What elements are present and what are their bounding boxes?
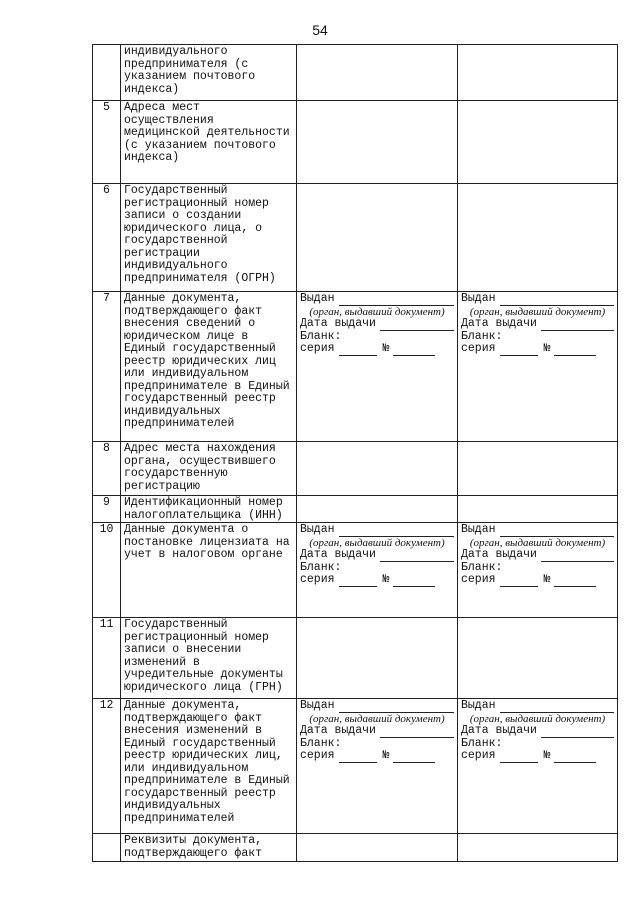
table-row	[93, 834, 618, 862]
table-row	[93, 618, 618, 699]
number-field[interactable]	[393, 576, 435, 587]
series-label: серия	[300, 573, 335, 586]
page-number: 54	[312, 22, 328, 38]
value-cell	[458, 496, 618, 523]
series-label: серия	[300, 749, 335, 762]
table-row	[93, 699, 618, 834]
series-label: серия	[461, 573, 496, 586]
series-label: серия	[461, 749, 496, 762]
issued-label: Выдан	[300, 292, 335, 305]
date-field[interactable]	[380, 551, 454, 562]
table-row	[93, 184, 618, 292]
value-cell	[458, 184, 618, 292]
row-number	[93, 834, 121, 862]
form-label: Бланк:	[461, 736, 503, 750]
date-field[interactable]	[541, 320, 614, 331]
issuer-hint: (орган, выдавший документ)	[309, 536, 445, 549]
row-number: 7	[93, 292, 121, 442]
row-description: Государственный регистрационный номер записи о создании юридического лица, о государственной регистрации индивидуального предпринимателя (ОГРН)	[121, 184, 297, 292]
table-row	[93, 523, 618, 618]
document-details-cell	[458, 292, 618, 442]
row-number: 5	[93, 101, 121, 184]
value-cell	[458, 618, 618, 699]
row-description: индивидуального предпринимателя (с указанием почтового индекса)	[121, 45, 297, 101]
date-label: Дата выдачи	[300, 548, 376, 561]
issued-field[interactable]	[339, 295, 454, 306]
date-label: Дата выдачи	[300, 724, 376, 737]
date-field[interactable]	[380, 727, 454, 738]
value-cell	[297, 184, 458, 292]
document-details-cell	[458, 523, 618, 618]
issued-label: Выдан	[461, 523, 496, 536]
issued-field[interactable]	[339, 702, 454, 713]
row-description: Адрес места нахождения органа, осуществившего государственную регистрацию	[121, 442, 297, 496]
series-field[interactable]	[500, 576, 538, 587]
form-label: Бланк:	[461, 560, 503, 574]
date-label: Дата выдачи	[461, 548, 537, 561]
issued-label: Выдан	[461, 292, 496, 305]
value-cell	[458, 45, 618, 101]
issuer-hint: (орган, выдавший документ)	[469, 712, 606, 725]
issued-field[interactable]	[500, 702, 614, 713]
table-row	[93, 496, 618, 523]
row-number: 10	[93, 523, 121, 618]
value-cell	[458, 442, 618, 496]
document-details-cell	[458, 699, 618, 834]
row-number: 9	[93, 496, 121, 523]
row-description: Данные документа, подтверждающего факт внесения сведений о юридическом лице в Единый государственный реестр юридических лиц или индивидуальном предпринимателе в Единый государственный реестр индивидуальных предпринимателей	[121, 292, 297, 442]
form-label: Бланк:	[300, 329, 342, 343]
value-cell	[297, 834, 458, 862]
document-details-cell	[297, 292, 458, 442]
table-row	[93, 292, 618, 442]
issuer-hint: (орган, выдавший документ)	[469, 536, 606, 549]
issuer-hint: (орган, выдавший документ)	[309, 305, 445, 318]
number-label: №	[382, 342, 390, 355]
row-description: Идентификационный номер налогоплательщика (ИНН)	[121, 496, 297, 523]
value-cell	[297, 442, 458, 496]
issued-field[interactable]	[500, 526, 614, 537]
series-field[interactable]	[339, 576, 377, 587]
register-table	[92, 44, 618, 862]
number-field[interactable]	[393, 752, 435, 763]
form-label: Бланк:	[461, 329, 503, 343]
table-row	[93, 101, 618, 184]
series-field[interactable]	[500, 345, 538, 356]
document-details-cell	[297, 523, 458, 618]
number-field[interactable]	[554, 576, 596, 587]
value-cell	[297, 45, 458, 101]
table-row	[93, 442, 618, 496]
row-description: Данные документа о постановке лицензиата на учет в налоговом органе	[121, 523, 297, 618]
document-details-cell	[297, 699, 458, 834]
date-label: Дата выдачи	[461, 317, 537, 330]
value-cell	[458, 834, 618, 862]
row-number: 8	[93, 442, 121, 496]
row-number: 11	[93, 618, 121, 699]
form-label: Бланк:	[300, 560, 342, 574]
form-label: Бланк:	[300, 736, 342, 750]
date-field[interactable]	[380, 320, 454, 331]
issued-label: Выдан	[300, 699, 335, 712]
series-field[interactable]	[500, 752, 538, 763]
number-field[interactable]	[554, 752, 596, 763]
date-field[interactable]	[541, 551, 614, 562]
number-label: №	[543, 573, 551, 586]
number-field[interactable]	[393, 345, 435, 356]
issuer-hint: (орган, выдавший документ)	[309, 712, 445, 725]
value-cell	[297, 496, 458, 523]
series-label: серия	[461, 342, 496, 355]
series-field[interactable]	[339, 752, 377, 763]
value-cell	[458, 101, 618, 184]
number-label: №	[382, 749, 390, 762]
row-number: 6	[93, 184, 121, 292]
date-field[interactable]	[541, 727, 614, 738]
number-label: №	[543, 342, 551, 355]
row-description: Адреса мест осуществления медицинской деятельности (с указанием почтового индекса)	[121, 101, 297, 184]
issuer-hint: (орган, выдавший документ)	[469, 305, 606, 318]
issued-field[interactable]	[339, 526, 454, 537]
number-field[interactable]	[554, 345, 596, 356]
number-label: №	[543, 749, 551, 762]
value-cell	[297, 618, 458, 699]
row-number: 12	[93, 699, 121, 834]
row-description: Данные документа, подтверждающего факт внесения изменений в Единый государственный реестр юридических лиц, или индивидуальном предпринимателе в Единый государственный реестр индивидуальных предпринимателей	[121, 699, 297, 834]
issued-label: Выдан	[461, 699, 496, 712]
date-label: Дата выдачи	[300, 317, 376, 330]
issued-field[interactable]	[500, 295, 614, 306]
number-label: №	[382, 573, 390, 586]
row-description: Реквизиты документа, подтверждающего факт	[121, 834, 297, 862]
value-cell	[297, 101, 458, 184]
issued-label: Выдан	[300, 523, 335, 536]
row-description: Государственный регистрационный номер записи о внесении изменений в учредительные документы юридического лица (ГРН)	[121, 618, 297, 699]
series-label: серия	[300, 342, 335, 355]
series-field[interactable]	[339, 345, 377, 356]
table-row	[93, 45, 618, 101]
date-label: Дата выдачи	[461, 724, 537, 737]
row-number	[93, 45, 121, 101]
